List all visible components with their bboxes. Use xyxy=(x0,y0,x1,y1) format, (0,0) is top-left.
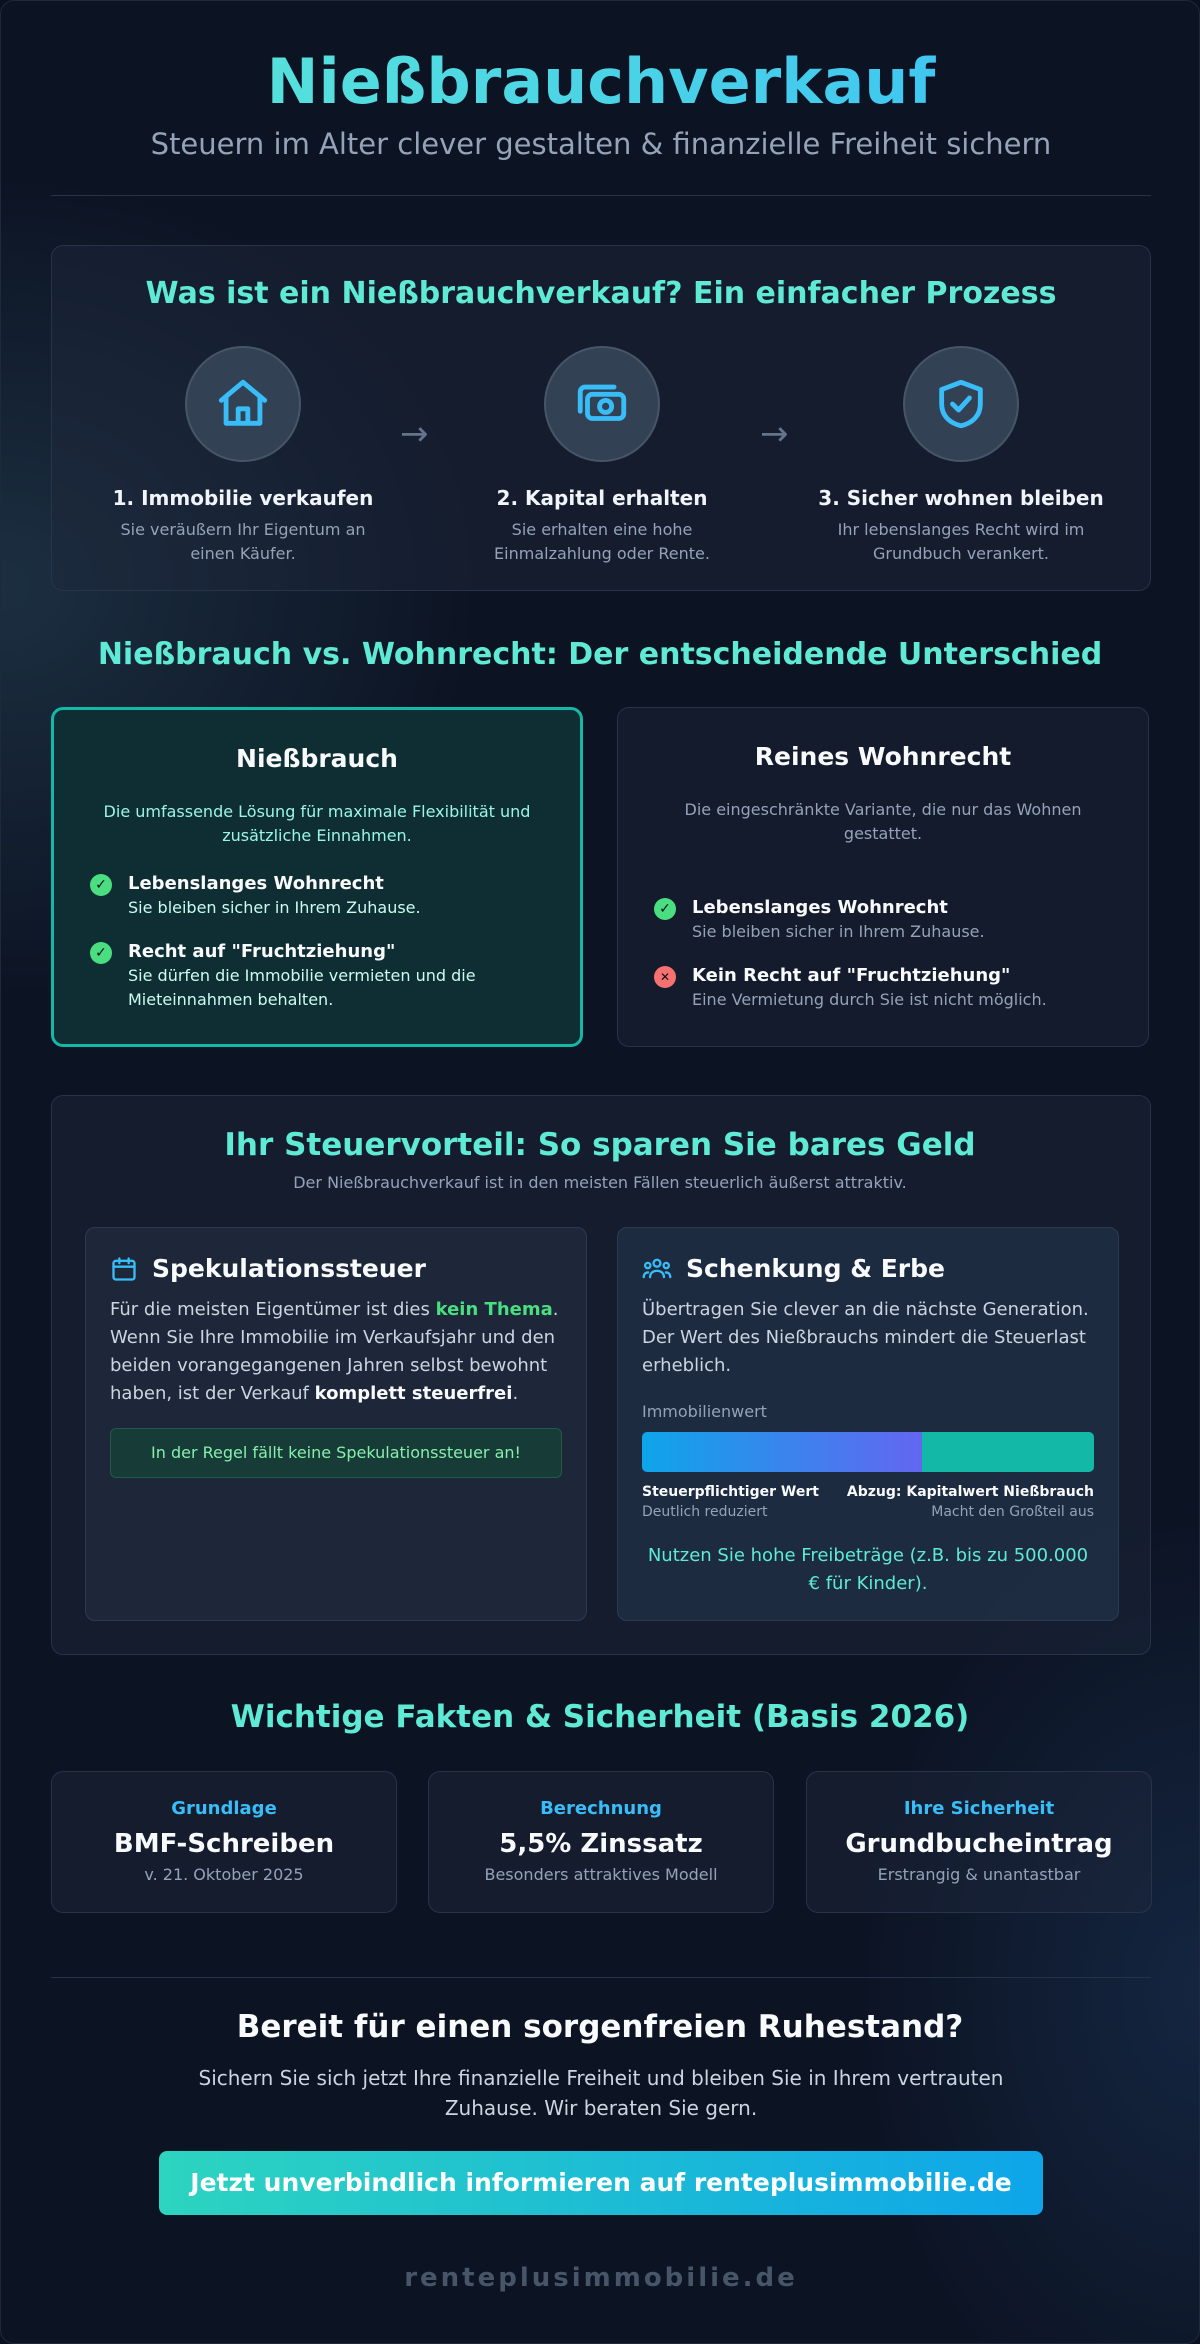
taxable-segment xyxy=(642,1432,922,1472)
feature-desc: Sie bleiben sicher in Ihrem Zuhause. xyxy=(128,898,421,917)
card-text: Übertragen Sie clever an die nächste Generation. Der Wert des Nießbrauchs mindert die Steuerlast erheblich. xyxy=(642,1299,1089,1376)
fact-sub: v. 21. Oktober 2025 xyxy=(144,1865,304,1884)
card-title: Spekulationssteuer xyxy=(152,1254,426,1283)
fact-value: Grundbucheintrag xyxy=(845,1829,1113,1859)
feature-item xyxy=(654,896,1118,944)
card-text xyxy=(110,1296,562,1408)
facts-heading: Wichtige Fakten & Sicherheit (Basis 2026) xyxy=(230,1699,970,1735)
cta-button[interactable]: Jetzt unverbindlich informieren auf renteplusimmobilie.de xyxy=(159,2151,1043,2215)
deduction-segment xyxy=(922,1432,1094,1472)
deduction-label: Abzug: Kapitalwert Nießbrauch xyxy=(846,1484,1094,1500)
step-title: 3. Sicher wohnen bleiben xyxy=(818,486,1104,510)
divider xyxy=(51,195,1151,196)
tax-heading: Ihr Steuervorteil: So sparen Sie bares Geld xyxy=(224,1127,976,1163)
divider xyxy=(51,1977,1151,1978)
speculation-card xyxy=(85,1227,587,1621)
fact-card xyxy=(51,1771,397,1913)
card-title: Nießbrauch xyxy=(236,744,398,773)
fact-card xyxy=(806,1771,1152,1913)
step-desc: Sie erhalten eine hohe Einmalzahlung oder Rente. xyxy=(494,520,710,563)
comparison-heading: Nießbrauch vs. Wohnrecht: Der entscheidende Unterschied xyxy=(97,637,1103,672)
cta-text: Sichern Sie sich jetzt Ihre finanzielle Freiheit und bleiben Sie in Ihrem vertrauten Zuhause. Wir beraten Sie gern. xyxy=(198,2066,1004,2120)
gift-card xyxy=(617,1227,1119,1621)
step-title: 1. Immobilie verkaufen xyxy=(112,486,374,510)
card-header xyxy=(110,1254,426,1283)
feature-desc: Sie dürfen die Immobilie vermieten und die Mieteinnahmen behalten. xyxy=(128,966,476,1009)
arrow-icon: → xyxy=(760,414,789,454)
money-icon xyxy=(544,346,660,462)
info-note: In der Regel fällt keine Spekulationssteuer an! xyxy=(110,1428,562,1478)
text-part: . xyxy=(512,1383,519,1404)
feature-item xyxy=(654,964,1118,1012)
feature-title: Lebenslanges Wohnrecht xyxy=(692,897,948,918)
feature-title: Lebenslanges Wohnrecht xyxy=(128,873,384,894)
card-header xyxy=(642,1254,945,1283)
text-highlight: kein Thema xyxy=(435,1299,553,1320)
users-icon xyxy=(642,1255,672,1283)
x-icon: ✕ xyxy=(654,966,676,988)
deduction-sub: Macht den Großteil aus xyxy=(931,1504,1094,1520)
freibetrag-note: Nutzen Sie hohe Freibeträge (z.B. bis zu 500.000 € für Kinder). xyxy=(647,1545,1089,1594)
card-title: Schenkung & Erbe xyxy=(686,1254,945,1283)
card-title: Reines Wohnrecht xyxy=(754,742,1012,771)
process-heading: Was ist ein Nießbrauchverkauf? Ein einfacher Prozess xyxy=(145,276,1057,311)
wohnrecht-card xyxy=(617,707,1149,1047)
process-step-3 xyxy=(796,346,1126,566)
process-section xyxy=(51,245,1151,591)
check-icon: ✓ xyxy=(90,942,112,964)
feature-item xyxy=(90,940,550,1012)
niessbrauch-card xyxy=(51,707,583,1047)
fact-sub: Besonders attraktives Modell xyxy=(484,1865,718,1884)
check-icon: ✓ xyxy=(654,898,676,920)
house-icon xyxy=(185,346,301,462)
step-title: 2. Kapital erhalten xyxy=(496,486,708,510)
page-subtitle: Steuern im Alter clever gestalten & finanzielle Freiheit sichern xyxy=(150,127,1052,161)
fact-label: Grundlage xyxy=(171,1798,277,1819)
text-part: . Wenn Sie Ihre Immobilie im Verkaufsjahr und den beiden vorangegangenen Jahren selbst bewohnt haben, ist der Verkauf xyxy=(110,1299,559,1404)
arrow-icon: → xyxy=(400,414,429,454)
taxable-label: Steuerpflichtiger Wert xyxy=(642,1484,819,1500)
fact-label: Berechnung xyxy=(540,1798,662,1819)
card-desc: Die eingeschränkte Variante, die nur das Wohnen gestattet. xyxy=(684,800,1082,843)
feature-desc: Eine Vermietung durch Sie ist nicht möglich. xyxy=(692,990,1047,1009)
check-icon: ✓ xyxy=(90,874,112,896)
fact-value: BMF-Schreiben xyxy=(113,1829,335,1859)
calendar-icon xyxy=(110,1255,138,1283)
text-part: Für die meisten Eigentümer ist dies xyxy=(110,1299,436,1320)
feature-desc: Sie bleiben sicher in Ihrem Zuhause. xyxy=(692,922,985,941)
card-desc: Die umfassende Lösung für maximale Flexibilität und zusätzliche Einnahmen. xyxy=(103,802,531,845)
process-step-2 xyxy=(437,346,767,566)
value-bar xyxy=(642,1432,1094,1472)
step-desc: Sie veräußern Ihr Eigentum an einen Käufer. xyxy=(120,520,366,563)
cta-heading: Bereit für einen sorgenfreien Ruhestand? xyxy=(236,2009,964,2045)
feature-item xyxy=(90,872,550,920)
tax-subheading: Der Nießbrauchverkauf ist in den meisten Fällen steuerlich äußerst attraktiv. xyxy=(293,1173,907,1192)
fact-card xyxy=(428,1771,774,1913)
footer-brand: renteplusimmobilie.de xyxy=(404,2263,798,2293)
feature-title: Kein Recht auf "Fruchtziehung" xyxy=(692,965,1011,986)
taxable-sub: Deutlich reduziert xyxy=(642,1504,768,1520)
fact-sub: Erstrangig & unantastbar xyxy=(877,1865,1081,1884)
text-bold: komplett steuerfrei xyxy=(314,1383,513,1404)
page-title: Nießbrauchverkauf xyxy=(1,45,1200,118)
bar-label: Immobilienwert xyxy=(642,1402,767,1421)
step-desc: Ihr lebenslanges Recht wird im Grundbuch verankert. xyxy=(837,520,1085,563)
fact-label: Ihre Sicherheit xyxy=(903,1798,1055,1819)
feature-title: Recht auf "Fruchtziehung" xyxy=(128,941,396,962)
process-step-1 xyxy=(78,346,408,566)
shield-check-icon xyxy=(903,346,1019,462)
fact-value: 5,5% Zinssatz xyxy=(499,1829,703,1859)
